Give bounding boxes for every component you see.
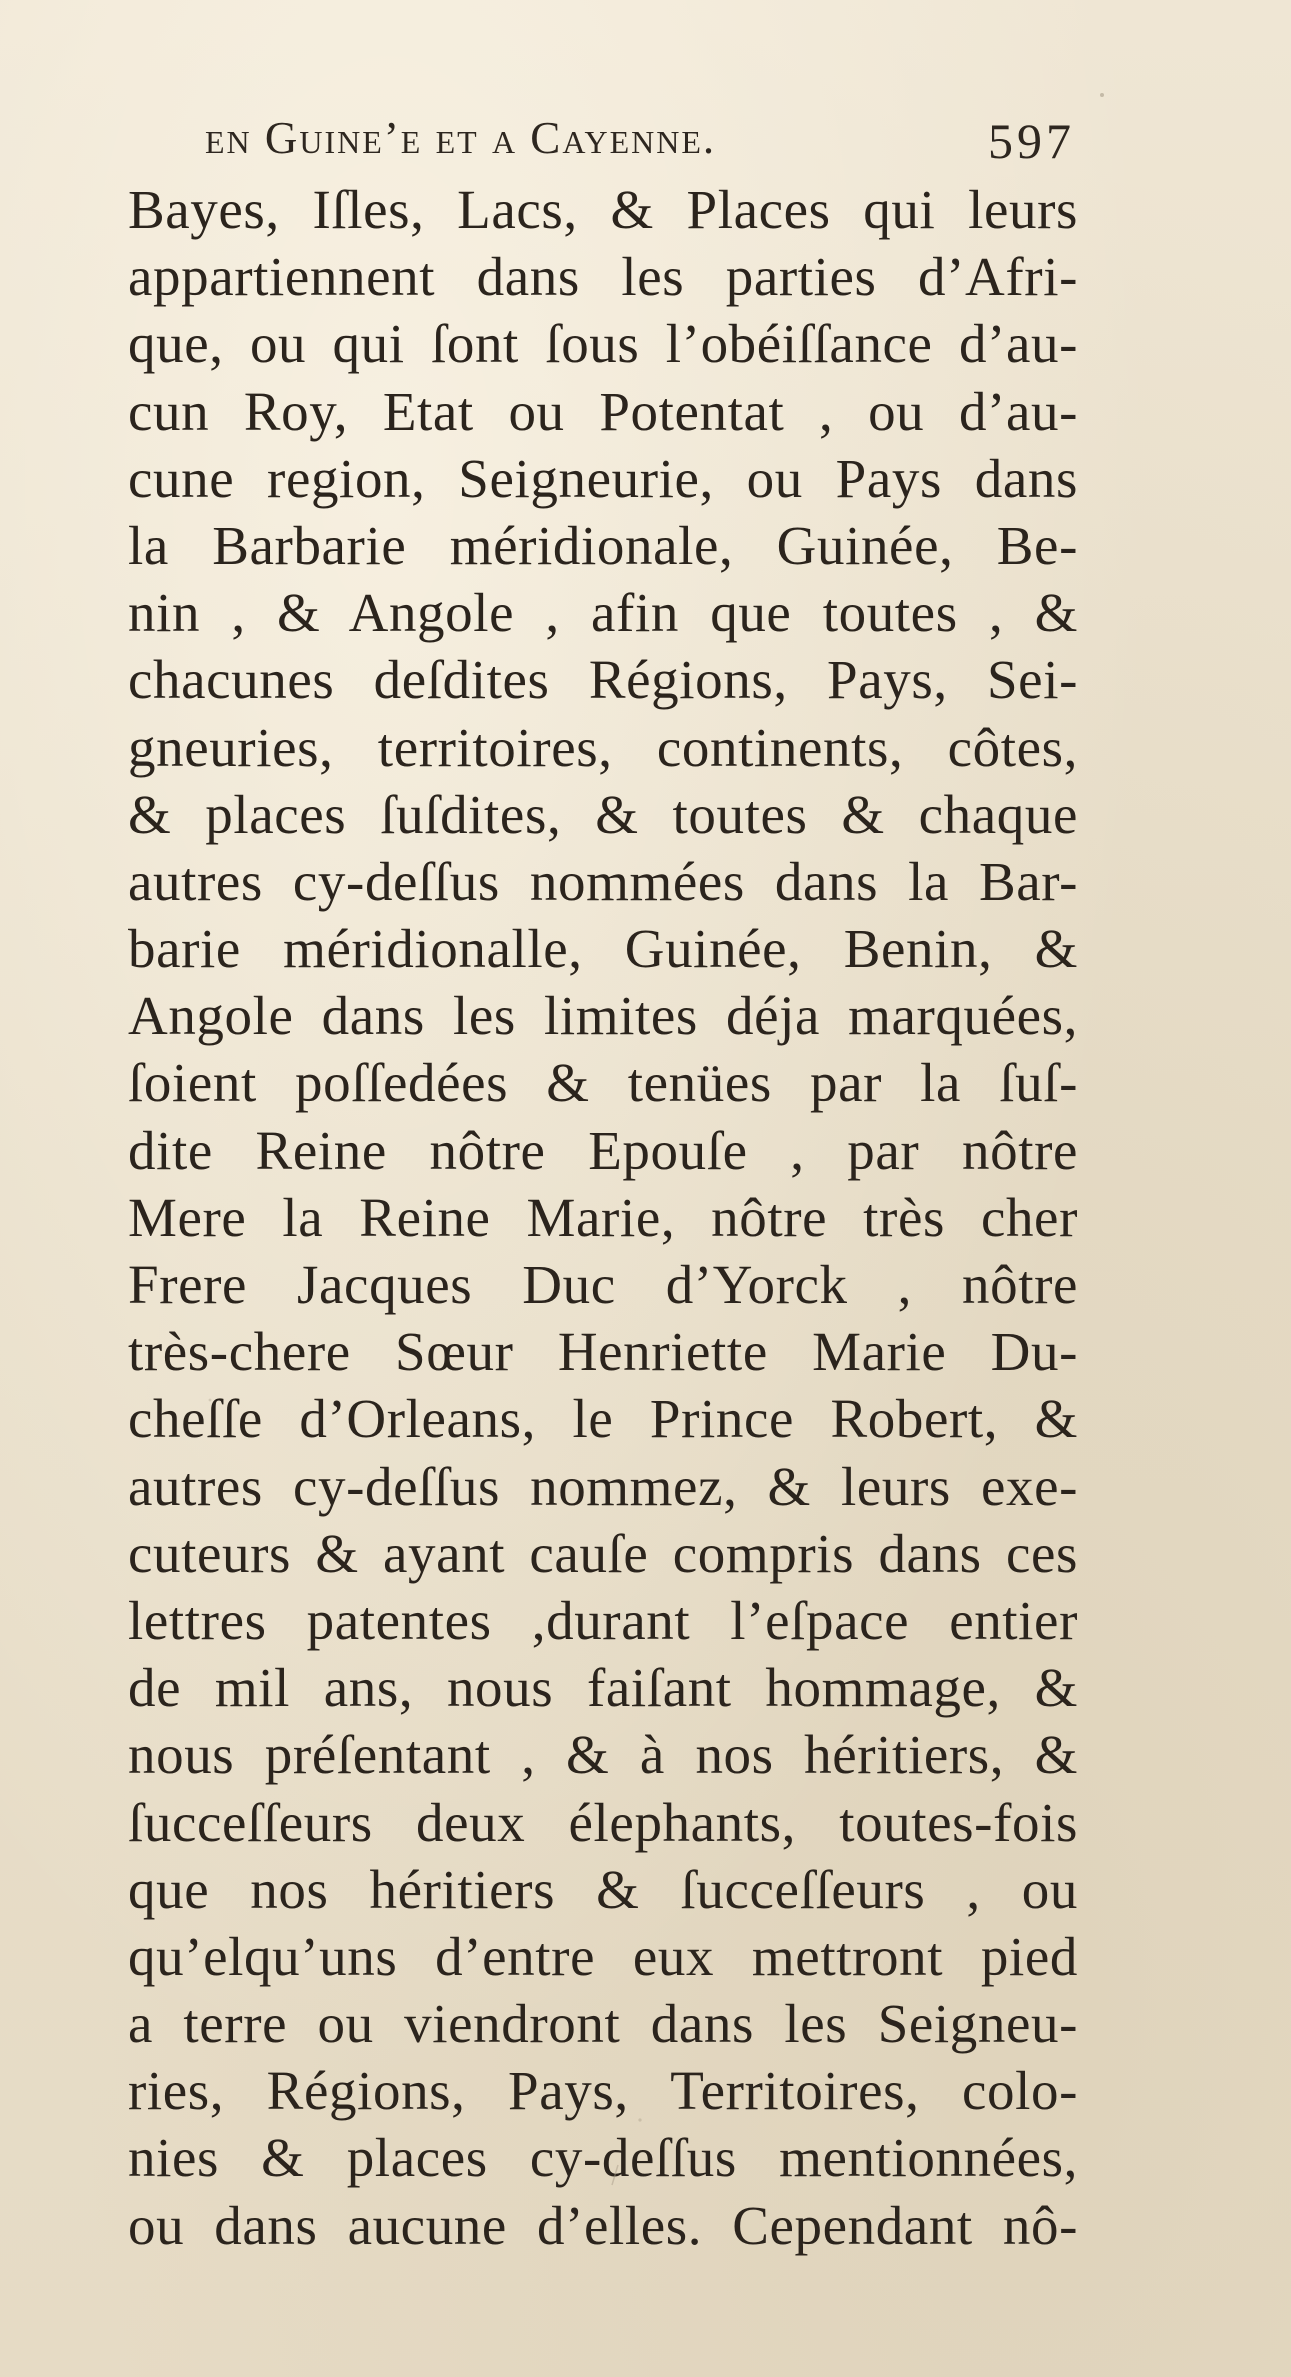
text-line: ou dans aucune d’elles. Cependant nô- [128, 2194, 1078, 2256]
body-text [128, 176, 1078, 2259]
text-line: appartiennent dans les parties d’Afri- [128, 246, 1078, 308]
text-line: nous préſentant , & à nos héritiers, & [128, 1724, 1078, 1786]
text-line: barie méridionalle, Guinée, Benin, & [128, 918, 1078, 980]
text-line: Angole dans les limites déja marquées, [128, 985, 1078, 1047]
text-line: cheſſe d’Orleans, le Prince Robert, & [128, 1388, 1078, 1450]
text-line: ſoient poſſedées & tenües par la ſuſ- [128, 1052, 1078, 1114]
text-line: Frere Jacques Duc d’Yorck , nôtre [128, 1254, 1078, 1315]
page-number: 597 [988, 113, 1075, 169]
text-line: très-chere Sœur Henriette Marie Du- [128, 1321, 1078, 1383]
text-line: gneuries, territoires, continents, côtes, [128, 716, 1078, 778]
text-line: lettres patentes ,durant l’eſpace entier [128, 1589, 1078, 1651]
text-line: nin , & Angole , afin que toutes , & [128, 582, 1078, 644]
text-line: & places ſuſdites, & toutes & chaque [128, 783, 1078, 845]
text-line: dite Reine nôtre Epouſe , par nôtre [128, 1119, 1078, 1181]
text-line: a terre ou viendront dans les Seigneu- [128, 1993, 1078, 2055]
text-line: la Barbarie méridionale, Guinée, Be- [128, 514, 1078, 576]
text-line: autres cy-deſſus nommez, & leurs exe- [128, 1455, 1078, 1517]
text-line: cun Roy, Etat ou Potentat , ou d’au- [128, 380, 1078, 442]
text-line: de mil ans, nous faiſant hommage, & [128, 1657, 1078, 1719]
text-line: Bayes, Iſles, Lacs, & Places qui leurs [128, 179, 1078, 240]
text-line: cune region, Seigneurie, ou Pays dans [128, 447, 1078, 509]
text-line: Mere la Reine Marie, nôtre très cher [128, 1186, 1078, 1248]
text-line: nies & places cy-deſſus mentionnées, [128, 2127, 1078, 2189]
running-head [205, 112, 1075, 172]
text-line: ſucceſſeurs deux élephants, toutes-fois [128, 1791, 1078, 1853]
running-title: en Guine’e et a Cayenne. [205, 113, 717, 163]
text-line: que nos héritiers & ſucceſſeurs , ou [128, 1858, 1078, 1920]
text-line: qu’elqu’uns d’entre eux mettront pied [128, 1925, 1078, 1987]
text-line: que, ou qui ſont ſous l’obéiſſance d’au- [128, 313, 1078, 375]
text-line: ries, Régions, Pays, Territoires, colo- [128, 2060, 1078, 2122]
text-line: cuteurs & ayant cauſe compris dans ces [128, 1522, 1078, 1584]
text-line: autres cy-deſſus nommées dans la Bar- [128, 850, 1078, 912]
text-line: chacunes deſdites Régions, Pays, Sei- [128, 649, 1078, 711]
